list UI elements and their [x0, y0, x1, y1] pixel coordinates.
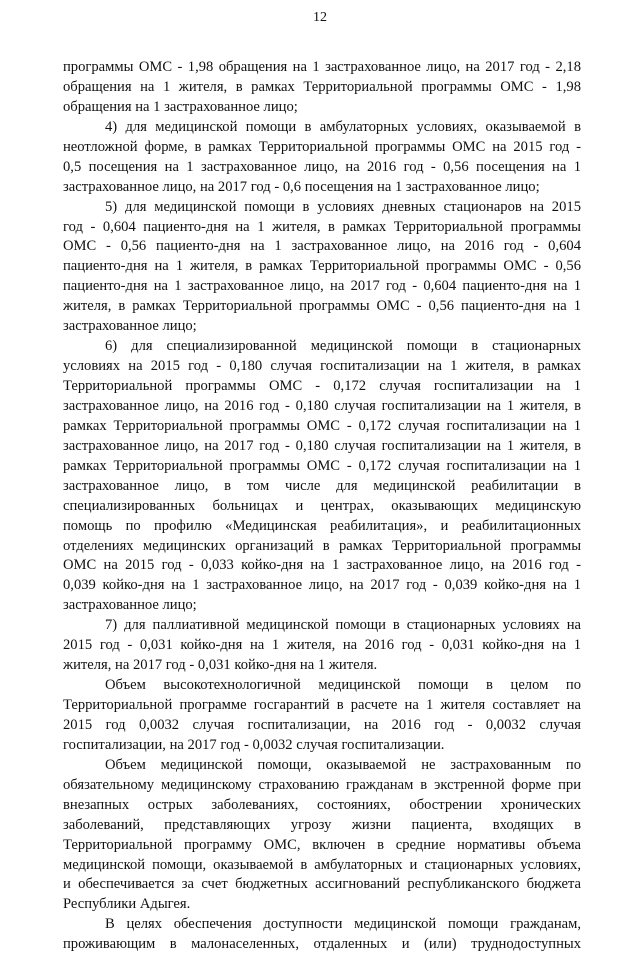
text-line: обращения на 1 жителя, в рамках Территориальной программы ОМС - 1,98 — [63, 78, 581, 95]
text-line: 0,039 койко-дня на 1 застрахованное лицо, на 2017 год - 0,039 койко-дня на 1 — [63, 577, 581, 594]
text-line: ОМС - 0,56 пациенто-дня на 1 застрахованное лицо, на 2016 год - 0,604 — [63, 238, 581, 255]
text-line: застрахованное лицо, в том числе для медицинской реабилитации в — [63, 477, 581, 494]
text-line: пациенто-дня на 1 застрахованное лицо, на 2017 год - 0,604 пациенто-дня на 1 — [63, 278, 581, 295]
text-line: застрахованное лицо, на 2016 год - 0,180 случая госпитализации на 1 жителя, в — [63, 397, 581, 414]
text-line: 7) для паллиативной медицинской помощи в стационарных условиях на — [105, 617, 581, 634]
text-line: и обеспечивается за счет бюджетных ассигнований республиканского бюджета — [63, 876, 581, 893]
text-line: условиях на 2015 год - 0,180 случая госпитализации на 1 жителя, в рамках — [63, 358, 581, 375]
text-line: жителя, на 2017 год - 0,031 койко-дня на 1 жителя. — [63, 657, 378, 674]
text-line: застрахованное лицо, на 2017 год - 0,180 случая госпитализации на 1 жителя, в — [63, 437, 581, 454]
text-line: Территориальной программу ОМС, включен в средние нормативы объема — [63, 836, 581, 853]
text-line: проживающим в малонаселенных, отдаленных и (или) труднодоступных — [63, 936, 581, 953]
text-line: программы ОМС - 1,98 обращения на 1 застрахованное лицо, на 2017 год - 2,18 — [63, 59, 581, 75]
text-line: застрахованное лицо, на 2017 год - 0,6 посещения на 1 застрахованное лицо; — [63, 178, 540, 195]
text-line: пациенто-дня на 1 жителя, в рамках Территориальной программы ОМС - 0,56 — [63, 258, 581, 275]
text-line: обязательному медицинскому страхованию гражданам в экстренной форме при — [63, 776, 581, 793]
text-line: В целях обеспечения доступности медицинской помощи гражданам, — [105, 916, 581, 933]
document-body — [63, 58, 581, 955]
text-line: 4) для медицинской помощи в амбулаторных условиях, оказываемой в — [105, 118, 581, 135]
text-line: Территориальной программы ОМС - 0,172 случая госпитализации на 1 — [63, 378, 581, 394]
text-line: Объем высокотехнологичной медицинской помощи в целом по — [105, 677, 581, 694]
text-line: обращения на 1 застрахованное лицо; — [63, 98, 298, 115]
text-line: 2015 год - 0,031 койко-дня на 1 жителя, на 2016 год - 0,031 койко-дня на 1 — [63, 637, 581, 654]
text-line: 5) для медицинской помощи в условиях дневных стационаров на 2015 — [105, 198, 581, 215]
text-line: 2015 год 0,0032 случая госпитализации, на 2016 год - 0,0032 случая — [63, 716, 581, 733]
text-line: жителя, в рамках Территориальной программы ОМС - 0,56 пациенто-дня на 1 — [63, 298, 581, 315]
text-line: госпитализации, на 2017 год - 0,0032 случая госпитализации. — [63, 736, 445, 753]
text-line: 0,5 посещения на 1 застрахованное лицо, на 2016 год - 0,56 посещения на 1 — [63, 158, 581, 175]
text-line: ОМС на 2015 год - 0,033 койко-дня на 1 застрахованное лицо, на 2016 год - — [63, 557, 581, 574]
text-line: 6) для специализированной медицинской помощи в стационарных — [105, 338, 581, 355]
text-line: медицинской помощи, оказываемой в амбулаторных и стационарных условиях, — [63, 856, 581, 873]
text-line: застрахованное лицо; — [63, 597, 197, 614]
text-line: заболеваний, представляющих угрозу жизни пациента, входящих в — [63, 816, 581, 833]
text-line: отделениях медицинских организаций в рамках Территориальной программы — [63, 537, 581, 554]
text-line: Республики Адыгея. — [63, 896, 191, 913]
text-line: Объем медицинской помощи, оказываемой не застрахованным по — [105, 756, 581, 773]
text-line: Территориальной программе госгарантий в расчете на 1 жителя составляет на — [63, 697, 581, 713]
text-line: внезапных острых заболеваниях, состояниях, обострении хронических — [63, 796, 581, 813]
text-line: год - 0,604 пациенто-дня на 1 жителя, в рамках Территориальной программы — [63, 218, 581, 235]
text-line: неотложной форме, в рамках Территориальной программы ОМС на 2015 год - — [63, 138, 581, 155]
text-line: рамках Территориальной программы ОМС - 0,172 случая госпитализации на 1 — [63, 417, 581, 434]
text-line: застрахованное лицо; — [63, 318, 197, 335]
text-line: специализированных больницах и центрах, оказывающих медицинскую — [63, 497, 581, 514]
text-line: помощь по профилю «Медицинская реабилитация», и реабилитационных — [63, 517, 581, 534]
text-line: рамках Территориальной программы ОМС - 0,172 случая госпитализации на 1 — [63, 457, 581, 474]
page-number: 12 — [313, 10, 327, 25]
